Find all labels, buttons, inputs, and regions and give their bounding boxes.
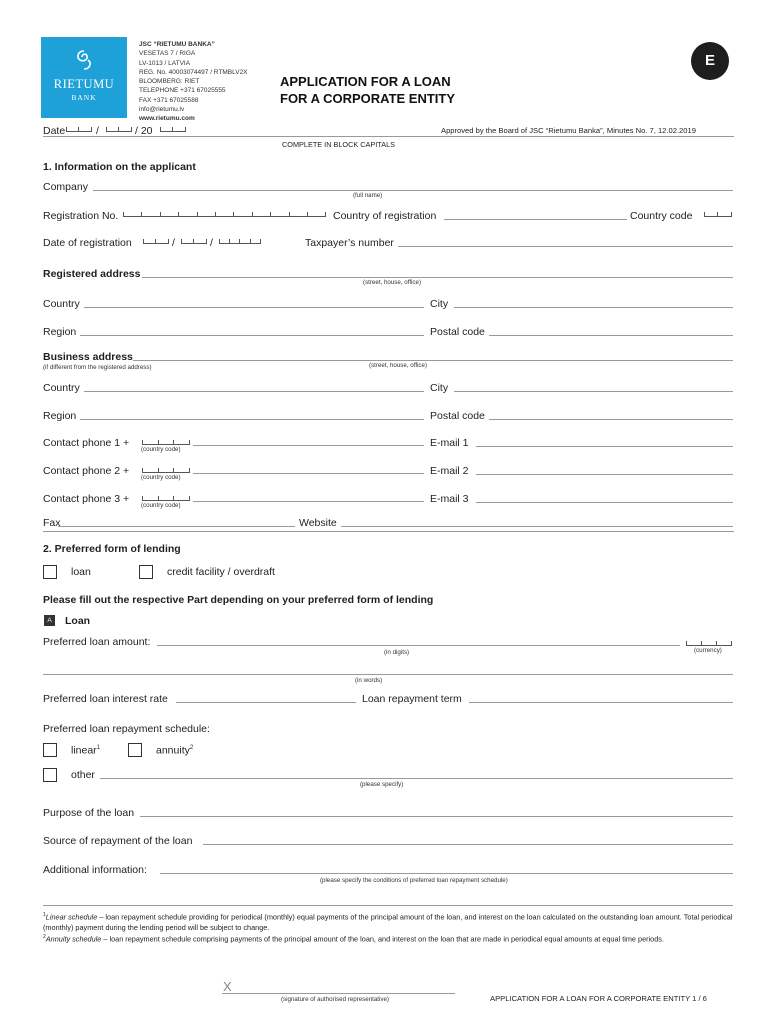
signature-hint: (signature of authorised representative) (281, 996, 389, 1003)
credit-facility-option-label: credit facility / overdraft (167, 566, 275, 578)
website-input[interactable] (341, 526, 733, 527)
signature-input[interactable] (222, 993, 455, 994)
preferred-amount-digits-input[interactable] (157, 645, 680, 646)
contact-phone-3-label: Contact phone 3 + (43, 493, 130, 505)
taxpayer-number-label: Taxpayer’s number (305, 237, 394, 249)
footnote-1-marker: 1 (43, 912, 46, 918)
linear-checkbox[interactable] (43, 743, 57, 757)
bank-postcode: LV-1013 / LATVIA (139, 59, 191, 67)
registered-address-label: Registered address (43, 268, 141, 280)
registration-no-field[interactable] (123, 212, 326, 217)
country-of-registration-label: Country of registration (333, 210, 437, 222)
section1-heading: 1. Information on the applicant (43, 161, 196, 173)
email-1-label: E-mail 1 (430, 437, 469, 449)
business-address-hint: (if different from the registered address) (43, 364, 152, 371)
company-input[interactable] (93, 190, 733, 191)
date-day-field[interactable] (66, 127, 92, 132)
purpose-input[interactable] (140, 816, 733, 817)
country-of-registration-input[interactable] (444, 219, 627, 220)
currency-field[interactable] (686, 641, 732, 646)
bank-address: VESETAS 7 / RIGA (139, 50, 196, 58)
registration-date-sep1: / (172, 237, 175, 249)
bank-telephone: TELEPHONE +371 67025555 (139, 87, 226, 95)
currency-hint: (currency) (694, 647, 722, 654)
fax-input[interactable] (58, 526, 295, 527)
other-label: other (71, 769, 95, 781)
email-3-label: E-mail 3 (430, 493, 469, 505)
other-checkbox[interactable] (43, 768, 57, 782)
registration-year-field[interactable] (219, 239, 261, 244)
credit-facility-checkbox[interactable] (139, 565, 153, 579)
preferred-amount-label: Preferred loan amount: (43, 636, 151, 648)
business-postal-code-input[interactable] (489, 419, 733, 420)
contact-phone-1-label: Contact phone 1 + (43, 437, 130, 449)
footnote-1-term: Linear schedule (45, 912, 98, 922)
country-code-hint-1: (country code) (141, 446, 181, 453)
date-of-registration-label: Date of registration (43, 237, 132, 249)
header-rule (43, 136, 734, 137)
city-label: City (430, 298, 449, 310)
street-hint: (street, house, office) (363, 279, 422, 286)
footnote-annuity (43, 932, 735, 945)
taxpayer-number-input[interactable] (398, 246, 733, 247)
page-footer-label: APPLICATION FOR A LOAN FOR A CORPORATE ENTITY 1 / 6 (490, 994, 707, 1003)
registration-month-field[interactable] (181, 239, 207, 244)
contact-phone-3-country-code[interactable] (142, 496, 190, 501)
signature-x-mark: X (223, 979, 232, 994)
registered-address-input[interactable] (142, 277, 733, 278)
contact-phone-3-input[interactable] (193, 501, 424, 502)
footnote-2-marker: 2 (43, 934, 46, 940)
in-digits-hint: (in digits) (384, 649, 410, 656)
section2-heading: 2. Preferred form of lending (43, 543, 181, 555)
conditions-hint: (please specify the conditions of preferred loan repayment schedule) (320, 877, 508, 884)
bank-reg: REG. No. 40003074497 / RTMBLV2X (139, 68, 248, 76)
additional-information-label: Additional information: (43, 864, 147, 876)
country-code-hint-3: (country code) (141, 502, 181, 509)
postal-code-input[interactable] (489, 335, 733, 336)
repayment-schedule-label: Preferred loan repayment schedule: (43, 723, 210, 735)
business-region-input[interactable] (80, 419, 424, 420)
date-label: Date (43, 125, 66, 137)
form-title-line1: APPLICATION FOR A LOAN (280, 74, 451, 89)
country-label: Country (43, 298, 80, 310)
fill-instruction: Please fill out the respective Part depending on your preferred form of lending (43, 594, 434, 606)
interest-rate-label: Preferred loan interest rate (43, 693, 168, 705)
region-input[interactable] (80, 335, 424, 336)
additional-information-input[interactable] (160, 873, 733, 874)
business-country-input[interactable] (84, 391, 424, 392)
linear-footnote-ref: 1 (96, 745, 101, 751)
annuity-label: annuity (156, 744, 190, 757)
bank-fax: FAX +371 67025588 (139, 96, 199, 104)
linear-label: linear (71, 744, 97, 757)
registration-day-field[interactable] (143, 239, 169, 244)
postal-code-label: Postal code (430, 326, 485, 338)
contact-phone-2-country-code[interactable] (142, 468, 190, 473)
linear-option (71, 745, 100, 756)
form-title (280, 73, 455, 107)
interest-rate-input[interactable] (176, 702, 356, 703)
business-city-input[interactable] (454, 391, 733, 392)
business-postal-code-label: Postal code (430, 410, 485, 422)
date-month-field[interactable] (106, 127, 132, 132)
business-address-input[interactable] (133, 360, 733, 361)
email-2-label: E-mail 2 (430, 465, 469, 477)
country-code-label: Country code (630, 210, 693, 222)
business-address-label: Business address (43, 351, 133, 363)
registration-no-label: Registration No. (43, 210, 119, 222)
preferred-amount-words-input[interactable] (43, 674, 733, 675)
repayment-term-input[interactable] (469, 702, 733, 703)
registration-date-sep2: / (210, 237, 213, 249)
business-street-hint: (street, house, office) (369, 362, 428, 369)
bank-emblem-icon (74, 49, 94, 71)
additional-information-input-2[interactable] (43, 905, 733, 906)
business-region-label: Region (43, 410, 77, 422)
annuity-checkbox[interactable] (128, 743, 142, 757)
website-label: Website (299, 517, 337, 529)
email-3-input[interactable] (476, 502, 733, 503)
please-specify-hint: (please specify) (360, 781, 404, 788)
date-year-field[interactable] (160, 127, 186, 132)
bank-bloomberg: BLOOMBERG: RIET (139, 78, 200, 86)
country-code-hint-2: (country code) (141, 474, 181, 481)
contact-phone-2-input[interactable] (193, 473, 424, 474)
approval-note: Approved by the Board of JSC “Rietumu Banka”, Minutes No. 7, 12.02.2019 (441, 126, 696, 135)
contact-phone-1-input[interactable] (193, 445, 424, 446)
email-2-input[interactable] (476, 474, 733, 475)
logo-name: RIETUMU (53, 77, 115, 91)
footnote-linear (43, 910, 735, 933)
bank-name: JSC “RIETUMU BANKA” (139, 41, 215, 48)
annuity-option (156, 745, 193, 756)
part-a-badge: A (44, 615, 55, 626)
loan-checkbox[interactable] (43, 565, 57, 579)
region-label: Region (43, 326, 77, 338)
bank-contact-block (139, 40, 248, 124)
company-label: Company (43, 181, 88, 193)
footnote-2-text: – loan repayment schedule comprising payments of the principal amount of the loan, and interest on the loan that are made in periodical equal amounts at equal time periods. (101, 934, 664, 944)
date-year-prefix: / 20 (135, 125, 153, 137)
repayment-term-label: Loan repayment term (362, 693, 462, 705)
fax-label: Fax (43, 517, 61, 529)
full-name-hint: (full name) (353, 192, 383, 199)
section1-rule (43, 531, 734, 532)
source-of-repayment-input[interactable] (203, 844, 733, 845)
footnote-1-text: – loan repayment schedule providing for periodical (monthly) equal payments of the principal amount of the loan, and interest on the loan calculated on the outstanding loan amount. Total periodical (monthly) payment during the lending period will be subject to change. (43, 912, 733, 932)
country-input[interactable] (84, 307, 424, 308)
logo-subtitle: BANK (71, 93, 97, 102)
date-separator: / (96, 125, 99, 137)
language-badge: E (691, 42, 729, 80)
contact-phone-1-country-code[interactable] (142, 440, 190, 445)
other-specify-input[interactable] (100, 778, 733, 779)
source-of-repayment-label: Source of repayment of the loan (43, 835, 193, 847)
bank-website: www.rietumu.com (139, 115, 195, 123)
bank-logo (41, 37, 127, 118)
purpose-label: Purpose of the loan (43, 807, 135, 819)
bank-email: info@rietumu.lv (139, 106, 185, 114)
country-code-field[interactable] (704, 212, 732, 217)
part-a-title: Loan (65, 615, 91, 627)
in-words-hint: (in words) (355, 677, 383, 684)
city-input[interactable] (454, 307, 733, 308)
loan-option-label: loan (71, 566, 91, 578)
form-title-line2: FOR A CORPORATE ENTITY (280, 91, 456, 106)
business-country-label: Country (43, 382, 80, 394)
business-city-label: City (430, 382, 449, 394)
contact-phone-2-label: Contact phone 2 + (43, 465, 130, 477)
block-capitals-instruction: COMPLETE IN BLOCK CAPITALS (282, 140, 395, 149)
annuity-footnote-ref: 2 (189, 745, 194, 751)
footnote-2-term: Annuity schedule (45, 934, 102, 944)
email-1-input[interactable] (476, 446, 733, 447)
